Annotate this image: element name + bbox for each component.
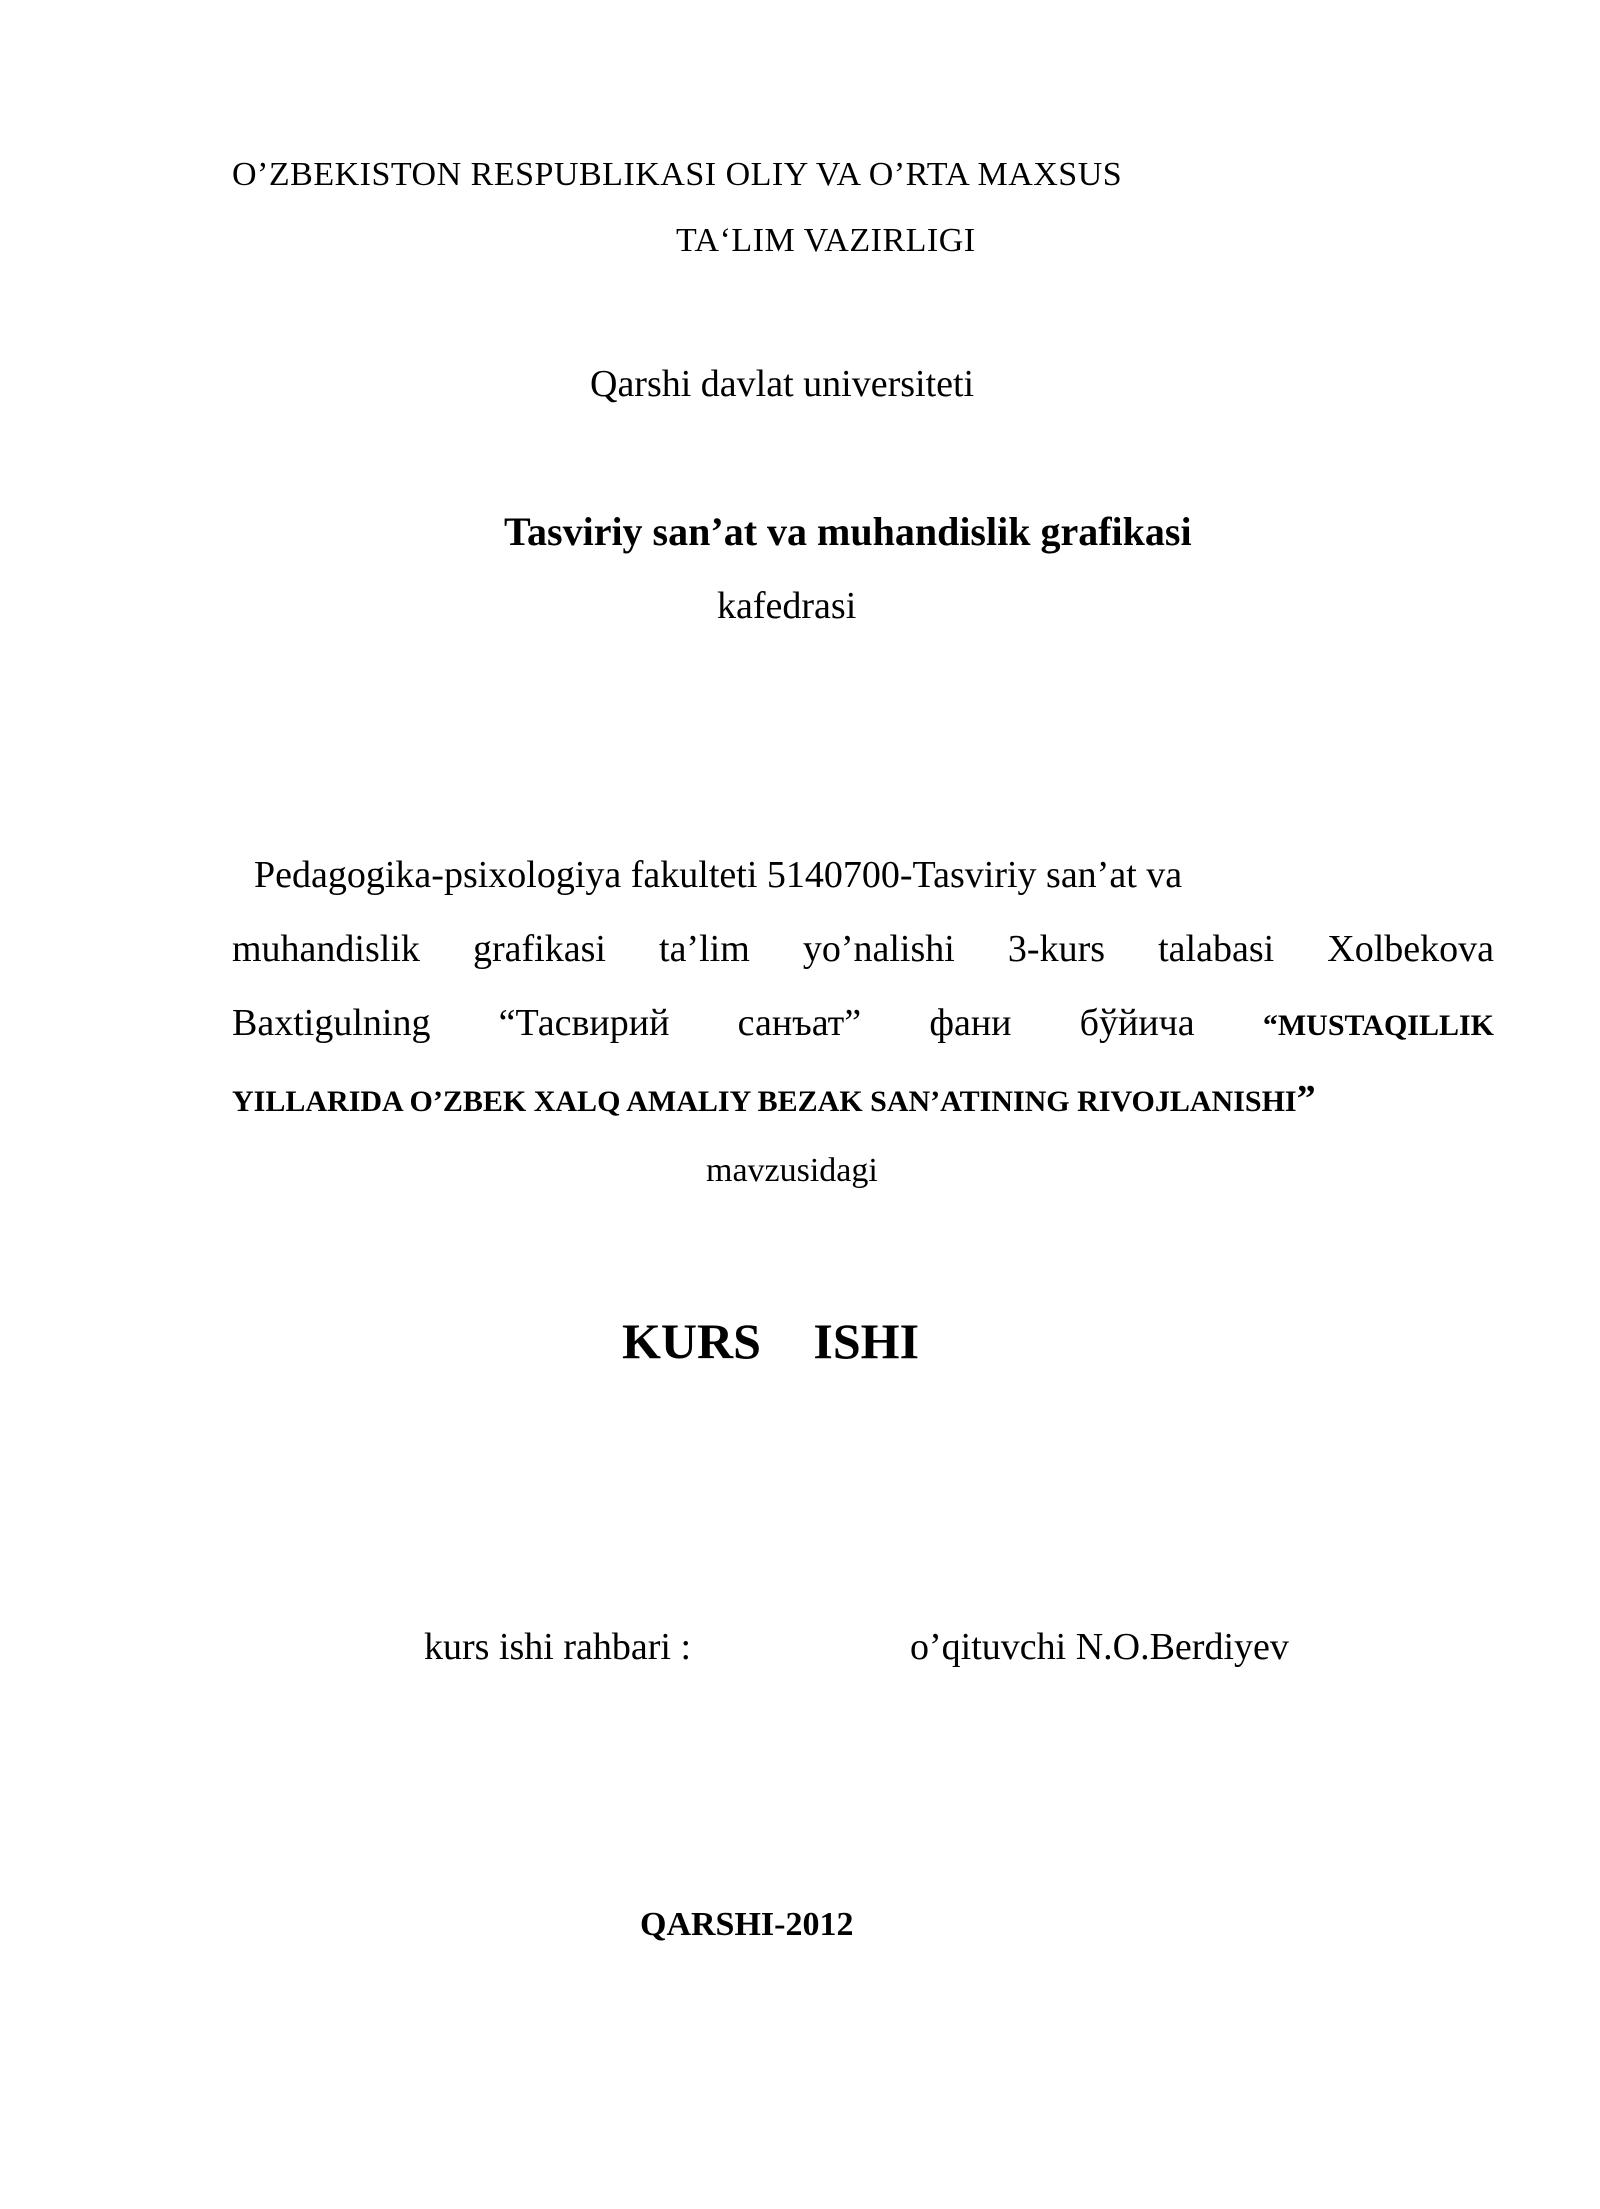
description-line-3-prefix: Baxtigulning “Тасвирий санъат” фани бўйича [232, 1002, 1195, 1044]
topic-line-2 [232, 1080, 1316, 1118]
department-suffix: kafedrasi [717, 585, 857, 627]
ministry-line-1: O’ZBEKISTON RESPUBLIKASI OLIY VA O’RTA MAXSUS [232, 156, 1123, 193]
document-title: KURS ISHI [622, 1313, 920, 1369]
ministry-line-2: TA‘LIM VAZIRLIGI [676, 222, 976, 259]
supervisor-label: kurs ishi rahbari : [424, 1626, 692, 1668]
description-line-2: muhandislik grafikasi ta’lim yo’nalishi 3-kurs talabasi Xolbekova [232, 928, 1494, 970]
mavzu-label: mavzusidagi [706, 1152, 878, 1189]
topic-part-1: “MUSTAQILLIK [1262, 1009, 1495, 1042]
department-name: Tasviriy san’at va muhandislik grafikasi [504, 509, 1192, 554]
topic-part-2: YILLARIDA O’ZBEK XALQ AMALIY BEZAK SAN’ATINING RIVOJLANISHI [232, 1085, 1297, 1118]
university-name: Qarshi davlat universiteti [590, 363, 975, 405]
description-line-3 [232, 1004, 1494, 1042]
city-year: QARSHI-2012 [640, 1906, 854, 1943]
description-line-1: Pedagogika-psixologiya fakulteti 5140700-Tasviriy san’at va [254, 854, 1183, 896]
topic-close-quote: ” [1296, 1078, 1316, 1120]
supervisor-name: o’qituvchi N.O.Berdiyev [910, 1626, 1289, 1668]
